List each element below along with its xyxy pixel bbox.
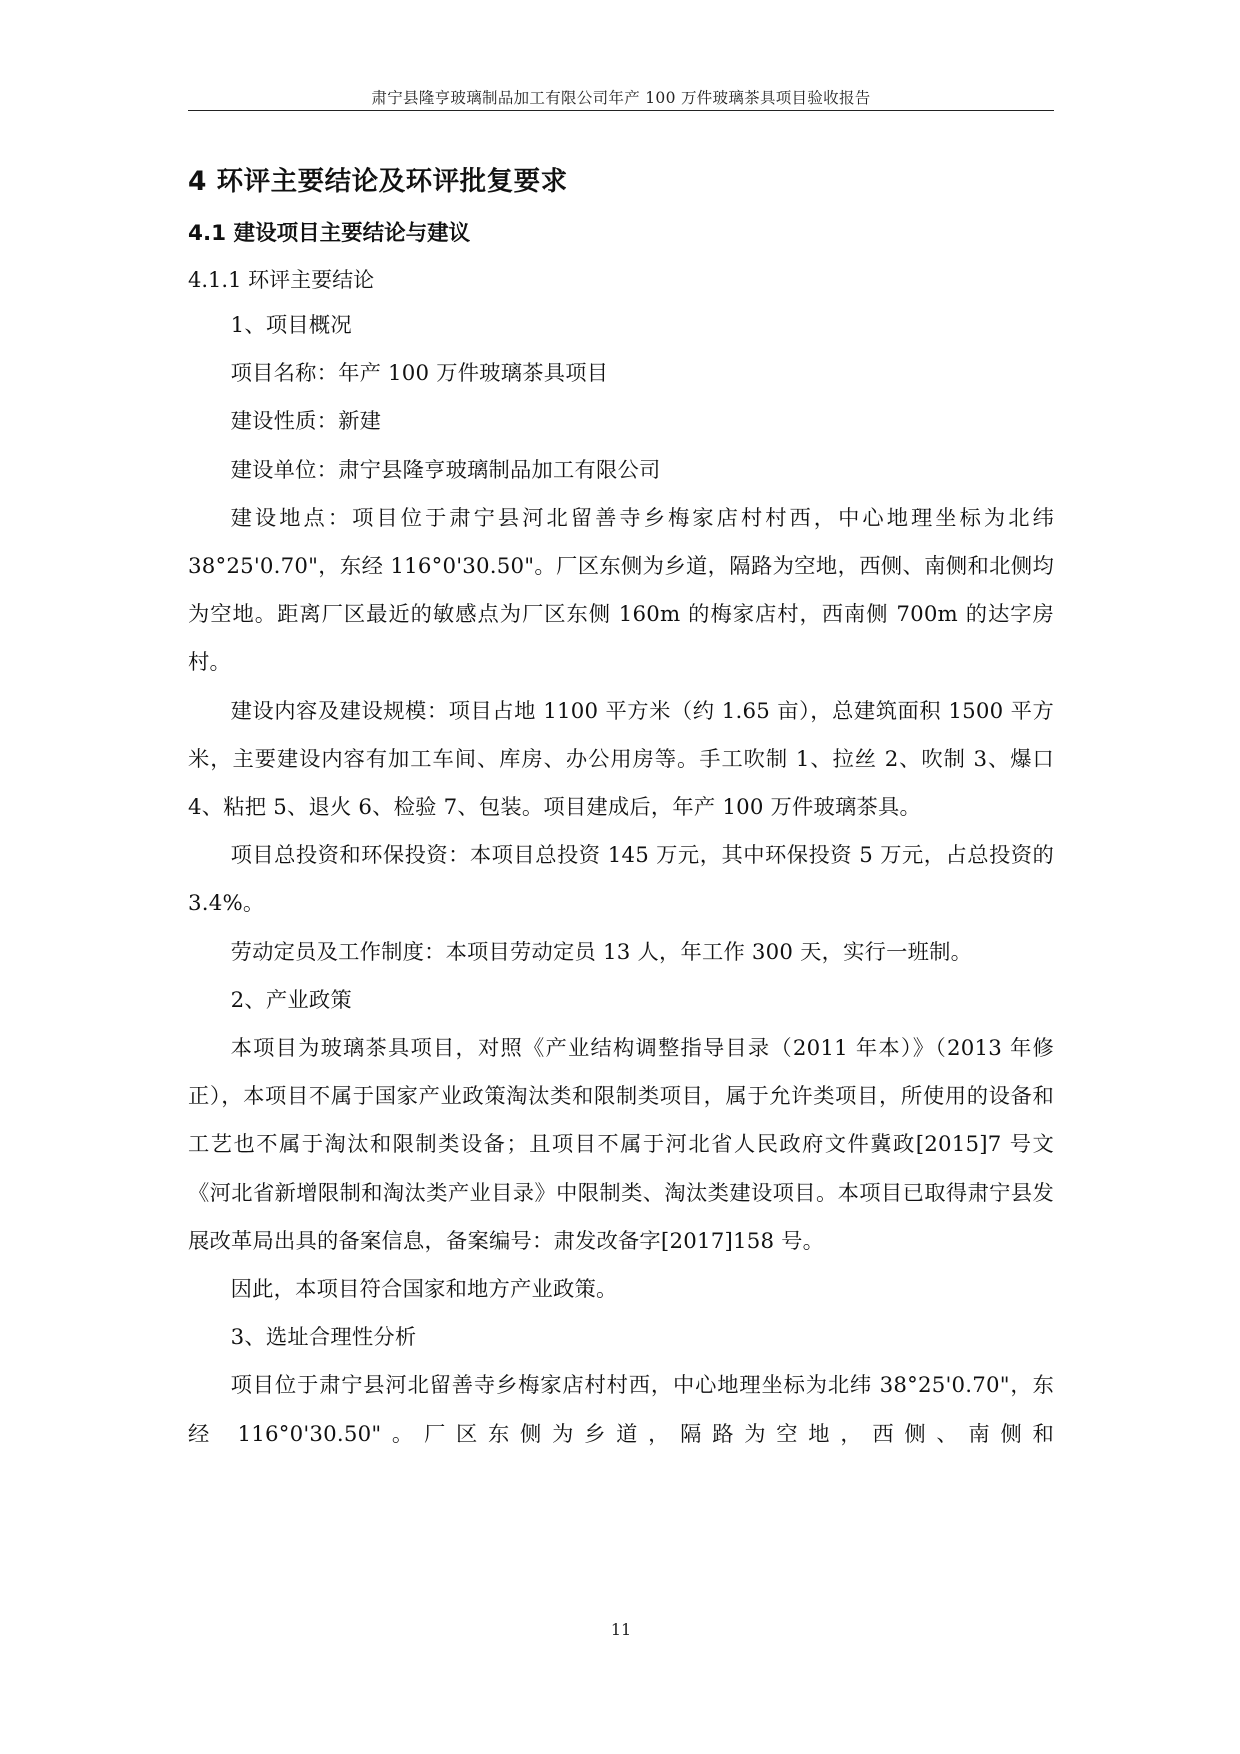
running-header: 肃宁县隆亨玻璃制品加工有限公司年产 100 万件玻璃茶具项目验收报告 <box>371 89 871 107</box>
policy-conclusion-paragraph: 因此，本项目符合国家和地方产业政策。 <box>230 1277 618 1303</box>
construction-scale-paragraph: 建设内容及建设规模：项目占地 1100 平方米（约 1.65 亩），总建筑面积 1500 平方米，主要建设内容有加工车间、库房、办公用房等。手工吹制 1、拉丝 2、吹制 3、爆口 4、粘把 5、退火 6、检验 7、包装。项目建成后，年产 100 万件玻璃茶具。 <box>188 698 1054 821</box>
header-divider <box>188 110 1054 111</box>
construction-location-paragraph: 建设地点：项目位于肃宁县河北留善寺乡梅家店村村西，中心地理坐标为北纬 38°25'0.70"，东经 116°0'30.50"。厂区东侧为乡道，隔路为空地，西侧、南侧和北侧均为空地。距离厂区最近的敏感点为厂区东侧 160m 的梅家店村，西南侧 700m 的达字房村。 <box>188 505 1054 676</box>
investment-paragraph: 项目总投资和环保投资：本项目总投资 145 万元，其中环保投资 5 万元，占总投资的 3.4%。 <box>188 843 1054 917</box>
section-heading: 4 环评主要结论及环评批复要求 <box>188 166 568 197</box>
project-name-line: 项目名称：年产 100 万件玻璃茶具项目 <box>230 361 609 387</box>
site-analysis-paragraph: 项目位于肃宁县河北留善寺乡梅家店村村西，中心地理坐标为北纬 38°25'0.70"，东经 116°0'30.50"。厂区东侧为乡道，隔路为空地，西侧、南侧和 <box>188 1373 1054 1447</box>
page-number: 11 <box>610 1620 632 1639</box>
list-item-heading: 3、选址合理性分析 <box>230 1325 417 1351</box>
list-item-heading: 2、产业政策 <box>230 987 352 1013</box>
subsubsection-heading: 4.1.1 环评主要结论 <box>188 268 375 292</box>
page-body <box>188 160 1054 1459</box>
list-item-heading: 1、项目概况 <box>230 313 352 338</box>
construction-unit-line: 建设单位：肃宁县隆亨玻璃制品加工有限公司 <box>230 457 661 483</box>
staffing-paragraph: 劳动定员及工作制度：本项目劳动定员 13 人，年工作 300 天，实行一班制。 <box>230 939 973 965</box>
industrial-policy-paragraph: 本项目为玻璃茶具项目，对照《产业结构调整指导目录（2011 年本）》（2013 年修正），本项目不属于国家产业政策淘汰类和限制类项目，属于允许类项目，所使用的设备和工艺也不属于淘汰和限制类设备；且项目不属于河北省人民政府文件冀政[2015]7 号文《河北省新增限制和淘汰类产业目录》中限制类、淘汰类建设项目。本项目已取得肃宁县发展改革局出具的备案信息，备案编号：肃发改备字[2017]158 号。 <box>188 1036 1054 1254</box>
construction-nature-line: 建设性质：新建 <box>230 409 382 435</box>
subsection-heading: 4.1 建设项目主要结论与建议 <box>188 221 471 246</box>
